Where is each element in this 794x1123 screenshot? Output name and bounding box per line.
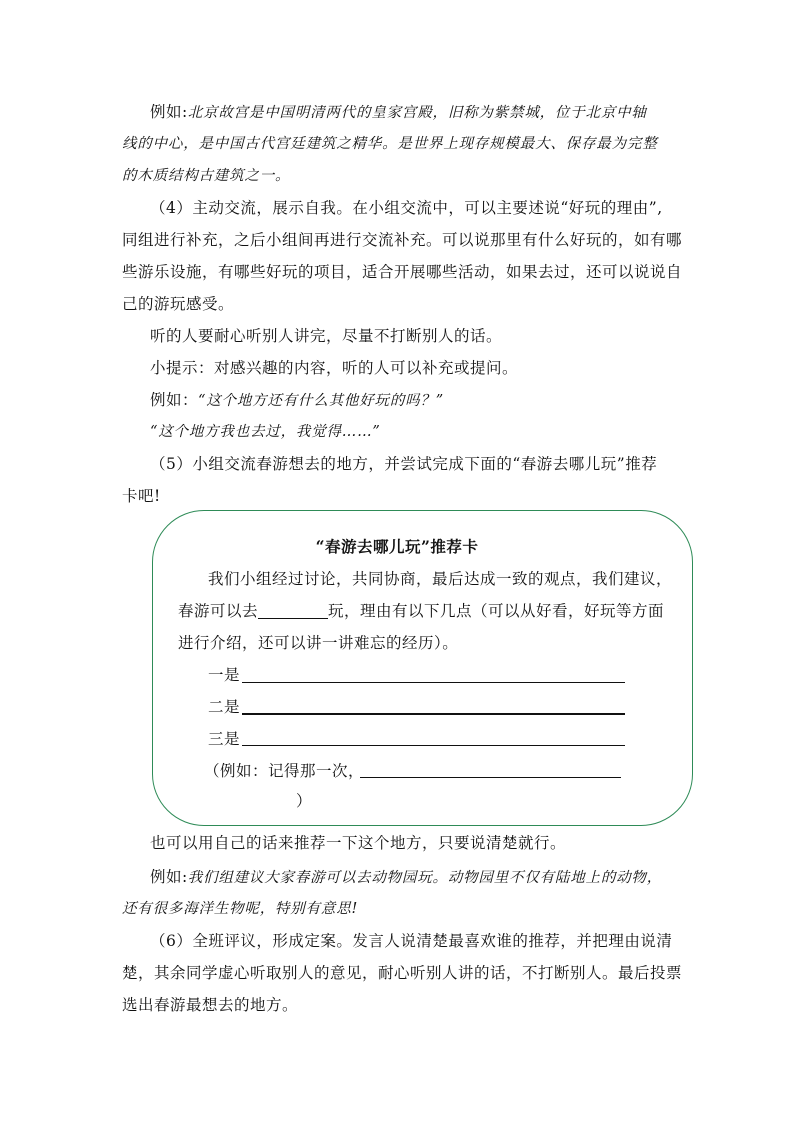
example-text: 北京故宫是中国明清两代的皇家宫殿，旧称为紫禁城，位于北京中轴 — [187, 105, 647, 121]
example-gugong-line1 — [150, 101, 710, 124]
example-ask2-line: “这个地方我也去过，我觉得……” — [150, 424, 381, 440]
step5-line2: 卡吧! — [122, 487, 161, 505]
card-line3: 进行介绍，还可以讲一讲难忘的经历）。 — [178, 634, 459, 652]
destination-blank[interactable] — [258, 602, 328, 619]
reason2-blank[interactable] — [242, 713, 625, 715]
card-line2 — [178, 600, 664, 622]
step4-line3: 些游乐设施，有哪些好玩的项目，适合开展哪些活动，如果去过，还可以说说自 — [122, 263, 683, 281]
example-label: 例如: — [150, 103, 188, 121]
listen-paragraph: 听的人要耐心听别人讲完，尽量不打断别人的话。 — [150, 327, 503, 345]
card-line2-suffix: 玩，理由有以下几点（可以从好看，好玩等方面 — [328, 602, 665, 620]
step5-line1: （5）小组交流春游想去的地方，并尝试完成下面的“春游去哪儿玩”推荐 — [150, 455, 658, 473]
example-ask-text: “这个地方还有什么其他好玩的吗？” — [198, 393, 444, 409]
example-gugong-line2: 线的中心，是中国古代宫廷建筑之精华。是世界上现存规模最大、保存最为完整 — [122, 136, 658, 152]
tip-paragraph: 小提示：对感兴趣的内容，听的人可以补充或提问。 — [150, 359, 519, 377]
reason2-label: 二是 — [208, 698, 241, 716]
example-gugong-line3: 的木质结构古建筑之一。 — [122, 168, 291, 184]
example-label: 例如： — [150, 391, 199, 409]
reason3-blank[interactable] — [242, 745, 625, 746]
example-label: 例如: — [150, 868, 188, 886]
example-memory-label: （例如：记得那一次， — [204, 762, 365, 780]
example-zoo-text: 我们组建议大家春游可以去动物园玩。动物园里不仅有陆地上的动物， — [187, 870, 663, 886]
step6-line1: （6）全班评议，形成定案。发言人说清楚最喜欢谁的推荐，并把理由说清 — [150, 932, 673, 950]
card-title: “春游去哪儿玩”推荐卡 — [315, 537, 479, 556]
reason1-blank[interactable] — [242, 682, 625, 683]
step4-line4: 己的游玩感受。 — [122, 295, 235, 313]
reason1-label: 一是 — [208, 666, 241, 684]
example-ask-line — [150, 389, 710, 412]
example-close-paren: ） — [296, 792, 313, 810]
example-zoo-line2: 还有很多海洋生物呢，特别有意思! — [122, 901, 359, 917]
step4-line2: 同组进行补充，之后小组间再进行交流补充。可以说那里有什么好玩的，如有哪 — [122, 231, 683, 249]
card-line1: 我们小组经过讨论，共同协商，最后达成一致的观点，我们建议， — [208, 570, 673, 588]
example-zoo-line1 — [150, 866, 710, 889]
reason3-label: 三是 — [208, 730, 241, 748]
step6-line3: 选出春游最想去的地方。 — [122, 996, 299, 1014]
step6-line2: 楚，其余同学虚心听取别人的意见，耐心听别人讲的话，不打断别人。最后投票 — [122, 964, 683, 982]
step4-line1: （4）主动交流，展示自我。在小组交流中，可以主要述说“好玩的理由”, — [150, 199, 663, 217]
example-memory-blank[interactable] — [360, 777, 621, 778]
card-line2-prefix: 春游可以去 — [178, 602, 259, 620]
own-words-paragraph: 也可以用自己的话来推荐一下这个地方，只要说清楚就行。 — [150, 834, 567, 852]
